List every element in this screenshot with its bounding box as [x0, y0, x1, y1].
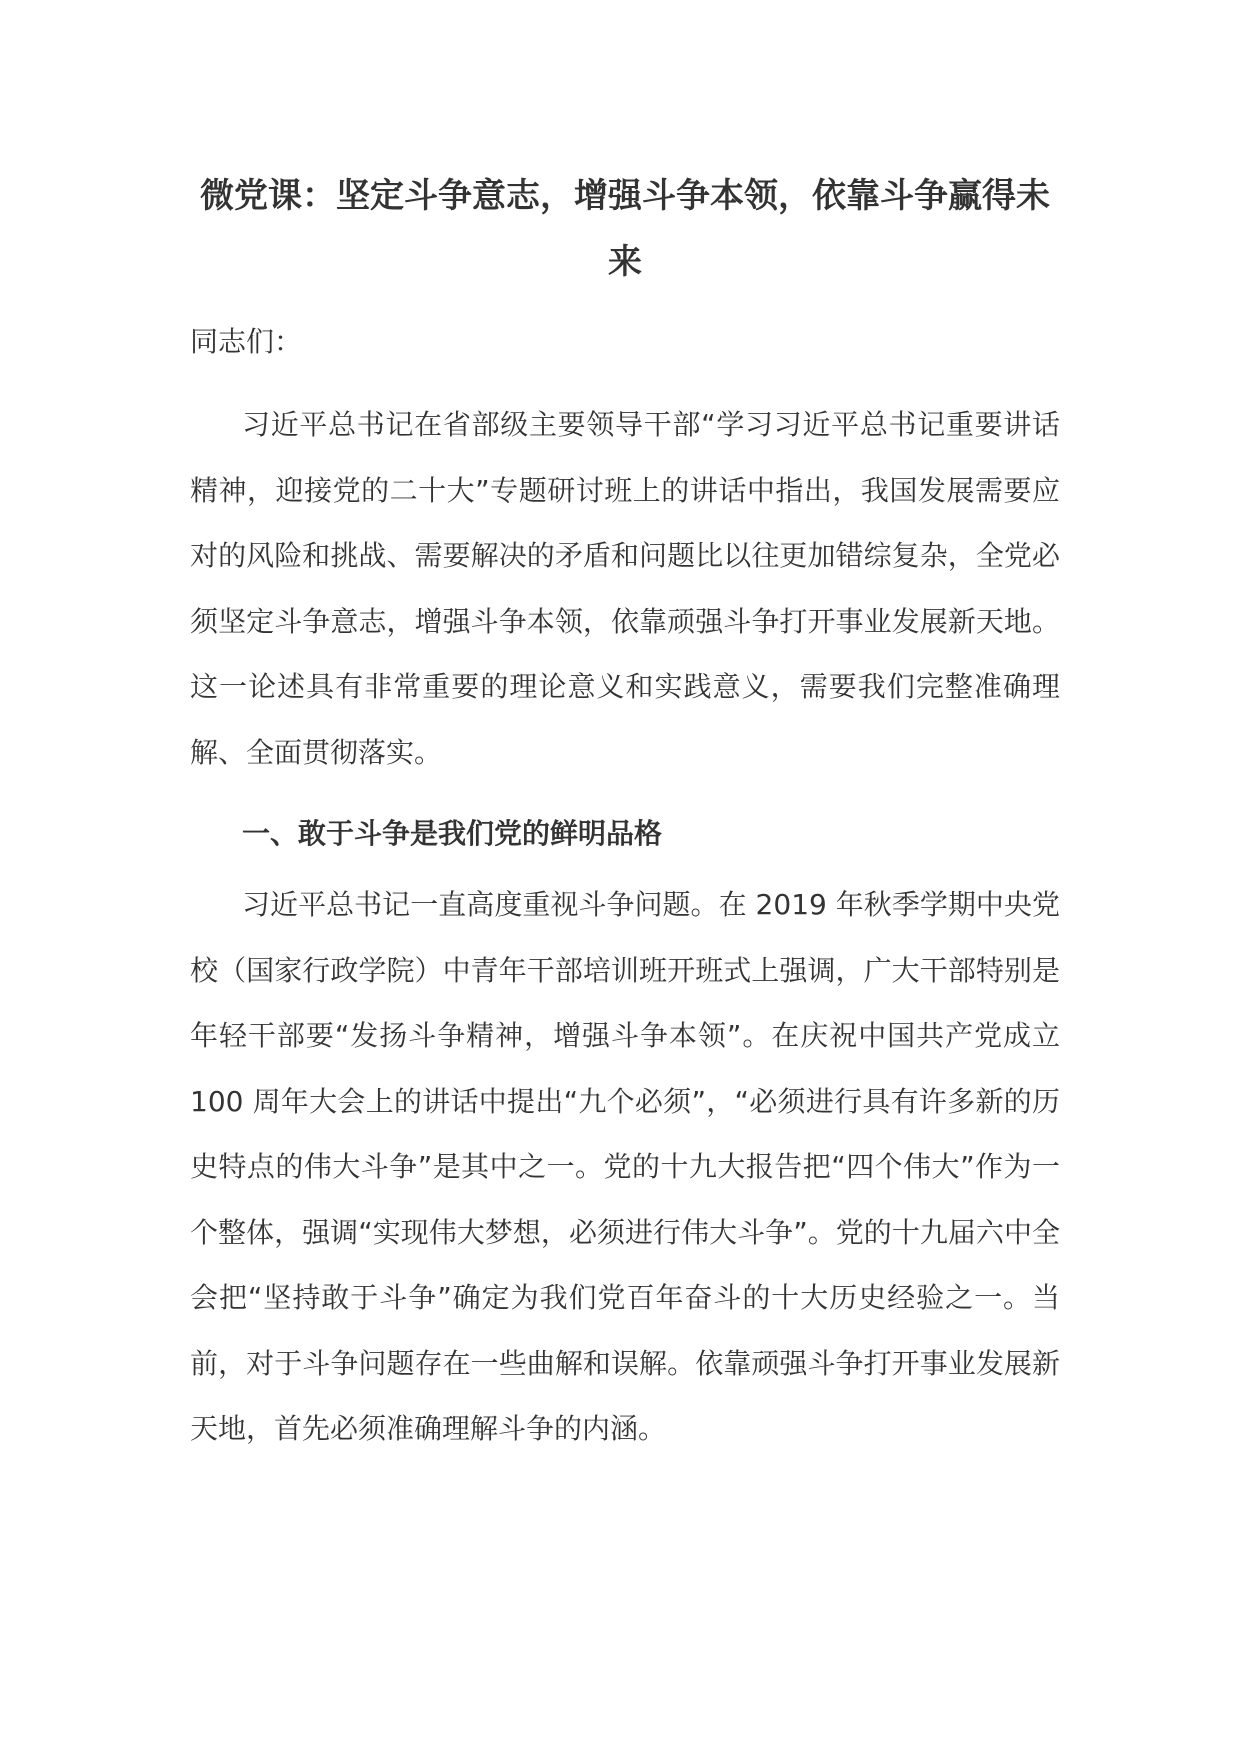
- section-heading: 一、敢于斗争是我们党的鲜明品格: [242, 817, 663, 850]
- section-paragraph: 习近平总书记一直高度重视斗争问题。在 2019 年秋季学期中央党校（国家行政学院）中青年干部培训班开班式上强调，广大干部特别是年轻干部要“发扬斗争精神，增强斗争本领”。在庆祝中国共产党成立 100 周年大会上的讲话中提出“九个必须”，“必须进行具有许多新的历史特点的伟大斗争”是其中之一。党的十九大报告把“四个伟大”作为一个整体，强调“实现伟大梦想，必须进行伟大斗争”。党的十九届六中全会把“坚持敢于斗争”确定为我们党百年奋斗的十大历史经验之一。当前，对于斗争问题存在一些曲解和误解。依靠顽强斗争打开事业发展新天地，首先必须准确理解斗争的内涵。: [190, 888, 1060, 1445]
- salutation: 同志们：: [190, 325, 303, 358]
- document-title: 微党课：坚定斗争意志，增强斗争本领，依靠斗争赢得未来: [200, 176, 1050, 282]
- intro-paragraph: 习近平总书记在省部级主要领导干部“学习习近平总书记重要讲话精神，迎接党的二十大”专题研讨班上的讲话中指出，我国发展需要应对的风险和挑战、需要解决的矛盾和问题比以往更加错综复杂，全党必须坚定斗争意志，增强斗争本领，依靠顽强斗争打开事业发展新天地。这一论述具有非常重要的理论意义和实践意义，需要我们完整准确理解、全面贯彻落实。: [190, 408, 1060, 769]
